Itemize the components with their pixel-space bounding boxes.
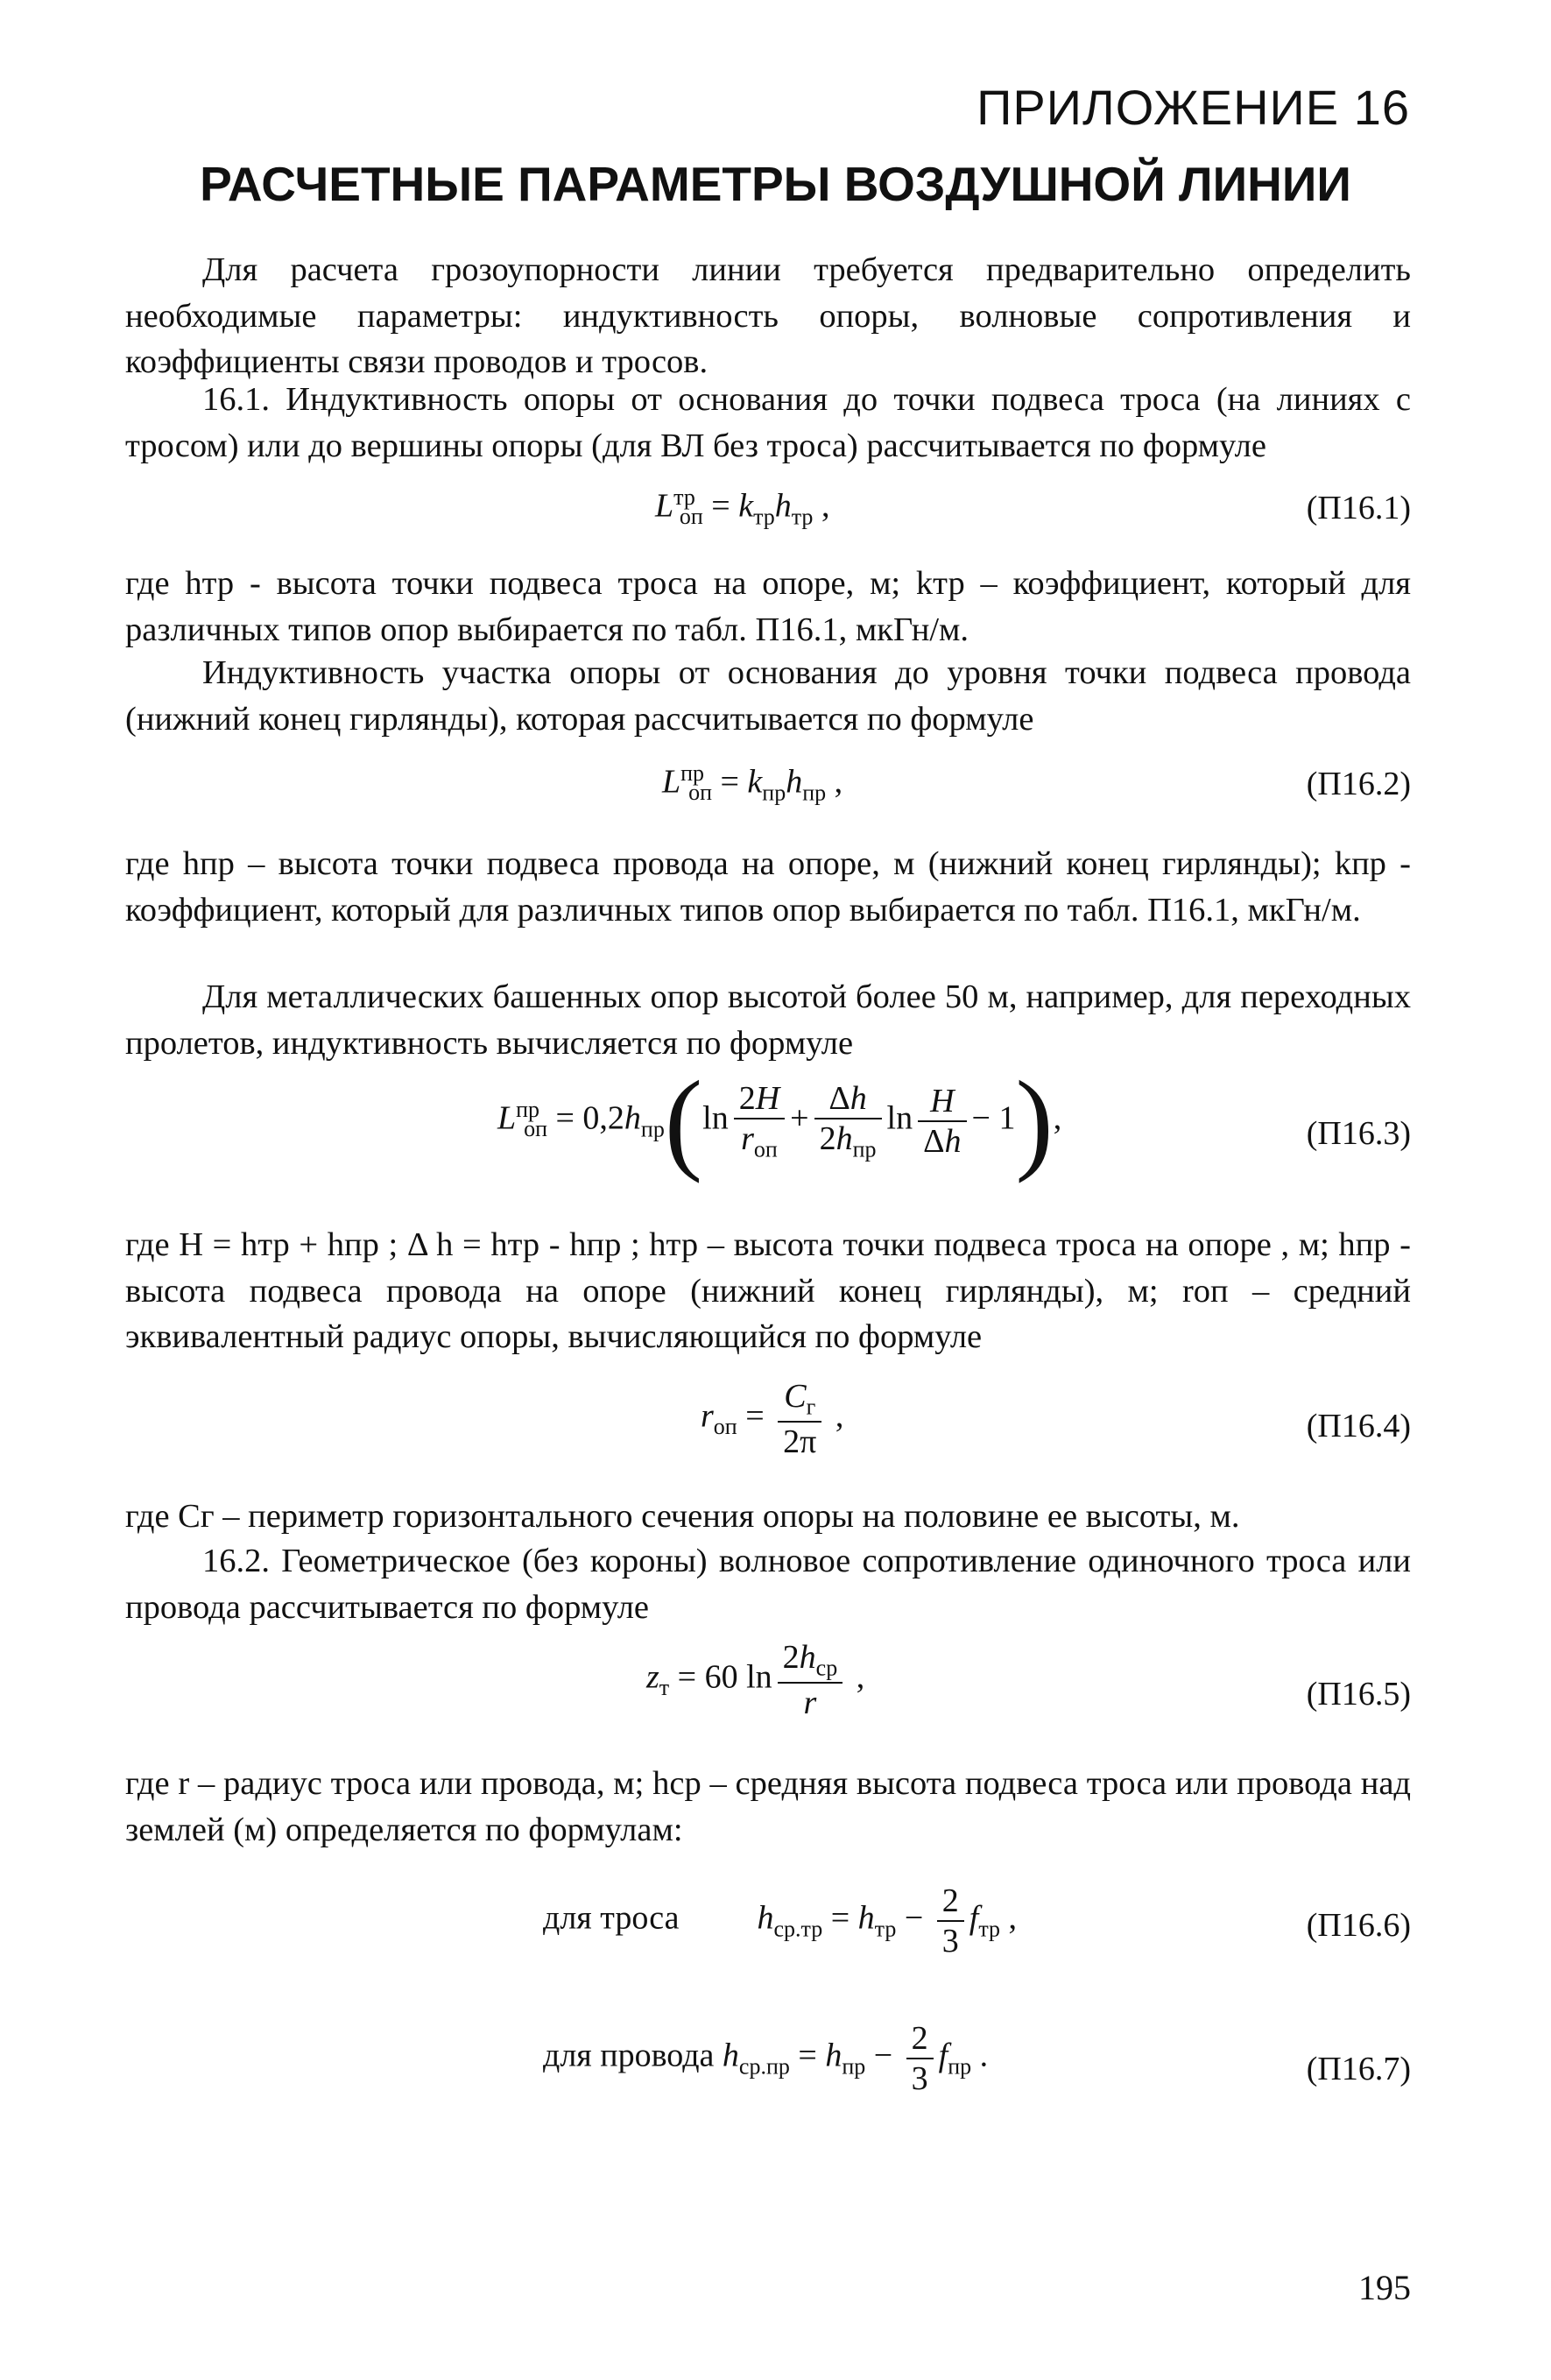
after-formula-2-paragraph: где hпр – высота точки подвеса провода на опоре, м (нижний конец гирлянды); kпр - коэффициент, который для различных типов опор выбирается по табл. П16.1, мкГн/м.	[125, 845, 1411, 929]
equation-number-7: (П16.7)	[1306, 2051, 1411, 2087]
section-16-2-paragraph: 16.2. Геометрическое (без короны) волновое сопротивление одиночного троса или провода рассчитывается по формуле	[125, 1543, 1411, 1626]
after-formula-1-paragraph: где hтр - высота точки подвеса троса на опоре, м; kтр – коэффициент, который для различных типов опор выбирается по табл. П16.1, мкГн/м.	[125, 565, 1411, 648]
equation-number-2: (П16.2)	[1306, 766, 1411, 802]
formula-p16-5: $z_т = 60$ ln $\frac{2h_{ср}}{r}$ ,	[646, 1639, 865, 1721]
after-formula-4-paragraph: где Cг – периметр горизонтального сечения опоры на половине ее высоты, м.	[125, 1498, 1240, 1535]
formula-p16-7: для провода $h_{ср.пр} = h_{пр}$ − $\frac{2}{3}$ $f_{пр}$ .	[543, 2020, 989, 2097]
intro-paragraph: Для расчета грозоупорности линии требуется предварительно определить необходимые параметры: индуктивность опоры, волновые сопротивления и коэффициенты связи проводов и тросов.	[125, 251, 1411, 380]
formula-p16-2: $L^{пр}_{оп} = k_{пр}h_{пр}$ ,	[662, 760, 843, 806]
formula-p16-4: $r_{оп}$ = $\frac{C_г}{2\pi}$ ,	[701, 1378, 844, 1460]
equation-number-6: (П16.6)	[1306, 1907, 1411, 1944]
equation-number-4: (П16.4)	[1306, 1408, 1411, 1444]
appendix-label: ПРИЛОЖЕНИЕ 16	[976, 80, 1410, 135]
section-16-1-paragraph: 16.1. Индуктивность опоры от основания до точки подвеса троса (на линиях с тросом) или до вершины опоры (для ВЛ без троса) рассчитывается по формуле	[125, 381, 1411, 464]
equation-number-1: (П16.1)	[1306, 490, 1411, 526]
formula-label-wire: для провода	[543, 2037, 715, 2074]
inductance-2-paragraph: Индуктивность участка опоры от основания до уровня точки подвеса провода (нижний конец гирлянды), которая рассчитывается по формуле	[125, 654, 1411, 738]
page-title: РАСЧЕТНЫЕ ПАРАМЕТРЫ ВОЗДУШНОЙ ЛИНИИ	[200, 157, 1351, 211]
equation-number-3: (П16.3)	[1306, 1115, 1411, 1152]
equation-number-5: (П16.5)	[1306, 1676, 1411, 1713]
after-formula-5-paragraph: где r – радиус троса или провода, м; hср – средняя высота подвеса троса или провода над землей (м) определяется по формулам:	[125, 1765, 1411, 1848]
formula-label-cable: для троса	[543, 1899, 680, 1937]
formula-p16-1: $L^{тр}_{оп} = k_{тр}h_{тр}$ ,	[655, 484, 830, 530]
metal-towers-paragraph: Для металлических башенных опор высотой более 50 м, например, для переходных пролетов, индуктивность вычисляется по формуле	[125, 978, 1411, 1062]
formula-p16-6: для троса $h_{ср.тр} = h_{тр}$ − $\frac{2}{3}$ $f_{тр}$ ,	[543, 1882, 1018, 1960]
formula-p16-3: $L^{пр}_{оп} = 0,2h_{пр}(\ln$ $\frac{2H}{r_{оп}}$ + $\frac{\Delta h}{2h_{пр}}$ ln $\frac{H}{\Delta h}$ − 1),	[497, 1058, 1062, 1184]
after-formula-3-paragraph: где H = hтр + hпр ; Δ h = hтр - hпр ; hтр – высота точки подвеса троса на опоре , м; hпр - высота подвеса провода на опоре (нижний конец гирлянды), м; rоп – средний эквивалентный радиус опоры, вычисляющийся по формуле	[125, 1226, 1411, 1355]
page-number: 195	[1358, 2268, 1411, 2307]
